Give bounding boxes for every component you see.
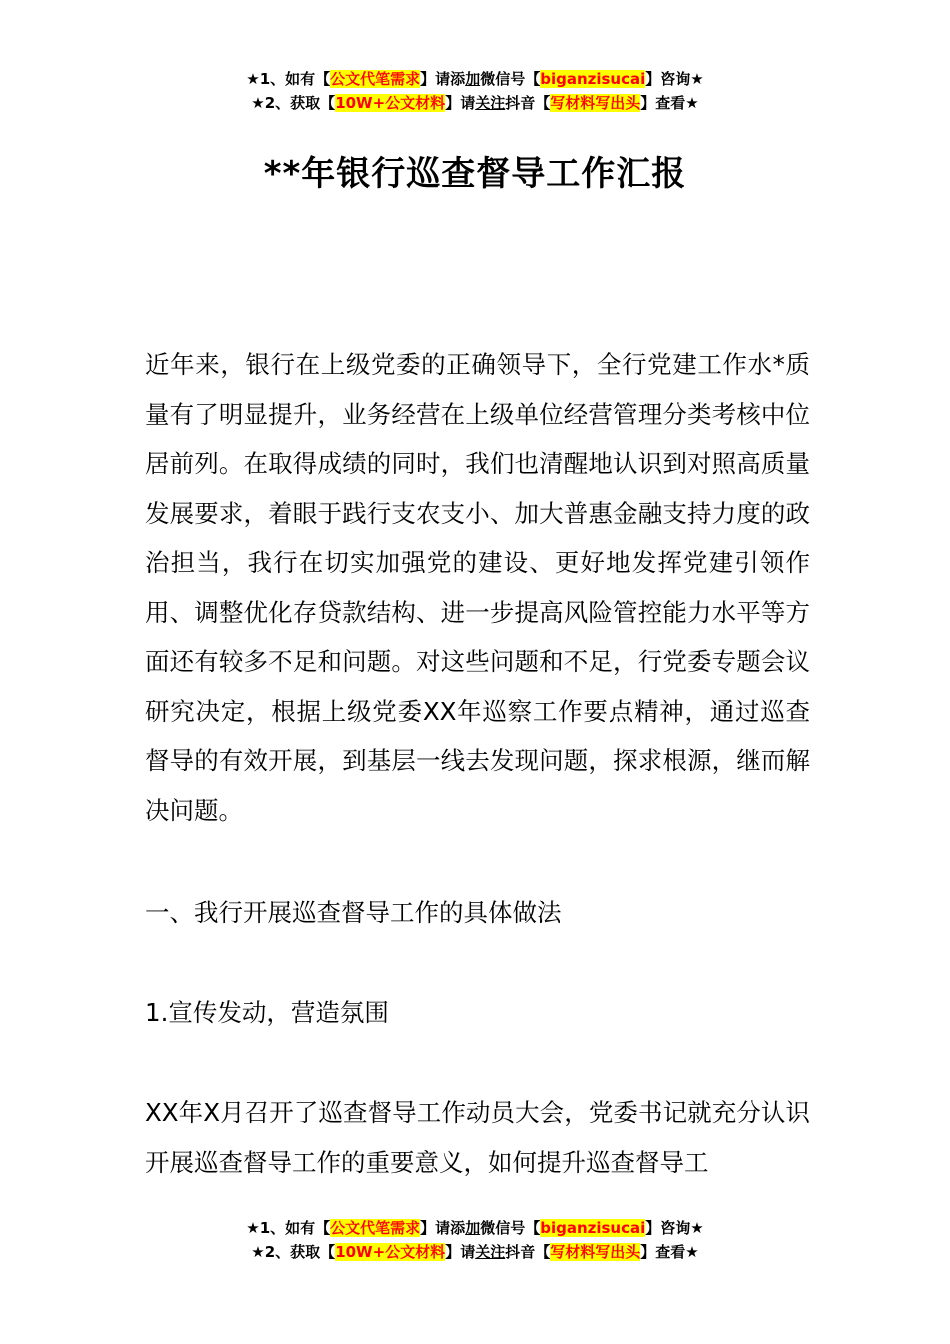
body-paragraph-2: XX年X月召开了巡查督导工作动员大会，党委书记就充分认识开展巡查督导工作的重要意义，如何提升巡查督导工 bbox=[145, 1098, 810, 1177]
document-title: **年银行巡查督导工作汇报 bbox=[263, 154, 687, 194]
banner-line-2: ★2、获取【10W+公文材料】请关注抖音【写材料写出头】查看★ bbox=[251, 94, 699, 112]
promo-banner-bottom bbox=[0, 1216, 950, 1264]
highlight-materials: 10W+公文材料 bbox=[335, 1243, 446, 1261]
section-heading-1: 一、我行开展巡查督导工作的具体做法 bbox=[145, 898, 562, 927]
banner-line-1: ★1、如有【公文代笔需求】请添加微信号【biganzisucai】咨询★ bbox=[246, 70, 704, 88]
highlight-douyin-account: 写材料写出头 bbox=[550, 94, 641, 112]
body-paragraph-1: 近年来，银行在上级党委的正确领导下，全行党建工作水*质量有了明显提升，业务经营在上级单位经营管理分类考核中位居前列。在取得成绩的同时，我们也清醒地认识到对照高质量发展要求，着眼于践行支农支小、加大普惠金融支持力度的政治担当，我行在切实加强党的建设、更好地发挥党建引领作用、调整优化存贷款结构、进一步提高风险管控能力水平等方面还有较多不足和问题。对这些问题和不足，行党委专题会议研究决定，根据上级党委XX年巡察工作要点精神，通过巡查督导的有效开展，到基层一线去发现问题，探求根源，继而解决问题。 bbox=[145, 350, 810, 825]
banner-line-2: ★2、获取【10W+公文材料】请关注抖音【写材料写出头】查看★ bbox=[251, 1243, 699, 1261]
promo-banner-top bbox=[0, 67, 950, 115]
highlight-wechat-id: biganzisucai bbox=[540, 1219, 646, 1237]
highlight-douyin-account: 写材料写出头 bbox=[550, 1243, 641, 1261]
highlight-service: 公文代笔需求 bbox=[330, 1219, 421, 1237]
highlight-wechat-id: biganzisucai bbox=[540, 70, 646, 88]
subsection-heading-1: 1.宣传发动，营造氛围 bbox=[145, 998, 389, 1027]
highlight-materials: 10W+公文材料 bbox=[335, 94, 446, 112]
highlight-service: 公文代笔需求 bbox=[330, 70, 421, 88]
banner-line-1: ★1、如有【公文代笔需求】请添加微信号【biganzisucai】咨询★ bbox=[246, 1219, 704, 1237]
